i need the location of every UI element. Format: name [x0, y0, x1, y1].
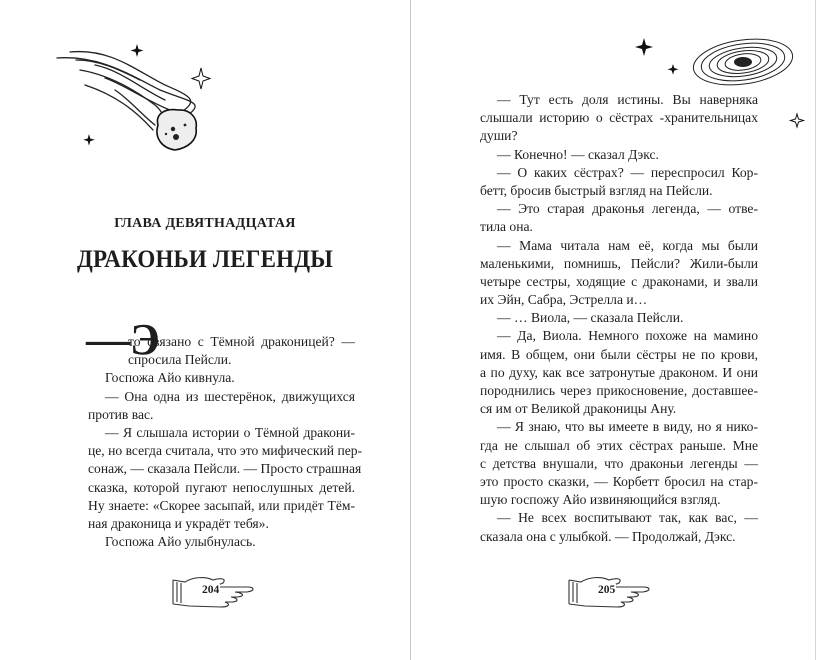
text-line: — Это старая драконья легенда, — отве- — [497, 201, 758, 217]
chapter-label: ГЛАВА ДЕВЯТНАДЦАТАЯ — [114, 216, 296, 231]
text-line: сказка, которой пугают непослушных детей. — [88, 479, 355, 495]
page-number: 205 — [598, 584, 616, 596]
text-line: — Тут есть доля истины. Вы наверняка — [497, 92, 758, 107]
text-line: Госпожа Айо кивнула. — [105, 370, 235, 386]
text-line: — Я слышала истории о Тёмной дракони- — [105, 424, 355, 440]
right-page — [411, 0, 816, 660]
text-line: их Эйн, Сабра, Эстрелла и… — [480, 292, 648, 308]
page-number-ornament — [165, 572, 265, 612]
text-line: — Мама читала нам её, когда мы были — [497, 237, 758, 253]
text-line: ся им от Великой драконицы Ану. — [480, 401, 677, 417]
right-page-text — [480, 91, 758, 546]
text-line: — О каких сёстрах? — переспросил Кор- — [497, 164, 758, 180]
text-line: четыре сестры, ходящие с драконами, и звали — [480, 273, 758, 289]
text-line: слышали историю о сёстрах -хранительницах — [480, 110, 758, 126]
page-number: 204 — [202, 584, 220, 596]
text-line: маленькими, помнишь, Пейсли? Жили-были — [480, 255, 758, 271]
text-line: а по духу, как все затронутые драконом. И они — [480, 364, 758, 380]
text-line: сонаж, — сказала Пейсли. — Просто страшная — [88, 461, 362, 477]
text-line: бетт, бросив быстрый взгляд на Пейсли. — [480, 182, 713, 198]
text-line: це, но всегда считала, что это мифический пер- — [88, 443, 363, 459]
text-line: имя. В общем, они были сёстры не по крови, — [480, 346, 758, 362]
page-number-ornament — [561, 572, 661, 612]
chapter-title: ДРАКОНЬИ ЛЕГЕНДЫ — [77, 246, 333, 273]
text-line: против вас. — [88, 406, 154, 422]
text-line: — Я знаю, что вы имеете в виду, но я нико- — [497, 419, 758, 435]
text-line: — Она одна из шестерёнок, движущихся — [105, 388, 355, 404]
drop-cap: —Э — [86, 315, 160, 364]
text-line: — Конечно! — сказал Дэкс. — [497, 146, 659, 162]
text-line: — Не всех воспитывают так, как вас, — — [497, 510, 758, 526]
text-line: тила она. — [480, 219, 533, 235]
text-line: Ну знаете: «Скорее засыпай, или придёт Тём- — [88, 497, 355, 513]
text-line: — … Виола, — сказала Пейсли. — [497, 310, 684, 326]
text-line: — Да, Виола. Немного похоже на мамино — [497, 328, 758, 344]
left-page-text — [88, 333, 363, 551]
text-line: породнились через прикосновение, доставшее- — [480, 383, 758, 398]
text-line: души? — [480, 128, 518, 144]
text-line: ная драконица и украдёт тебя». — [88, 515, 269, 531]
text-line: сказала она с улыбкой. — Продолжай, Дэкс. — [480, 528, 736, 544]
comet-illustration — [40, 30, 240, 170]
text-line: спросила Пейсли. — [128, 352, 232, 368]
text-line: гда не слышал об этих сёстрах раньше. Мне — [480, 437, 758, 453]
text-line: Госпожа Айо улыбнулась. — [105, 534, 256, 550]
text-line: с детства внушали, что драконьи легенды — — [480, 455, 758, 471]
text-line: шую госпожу Айо извиняющийся взгляд. — [480, 492, 721, 508]
text-line: это просто сказки, — Корбетт бросил на стар- — [480, 473, 758, 489]
text-line: то связано с Тёмной драконицей? — — [128, 334, 355, 349]
